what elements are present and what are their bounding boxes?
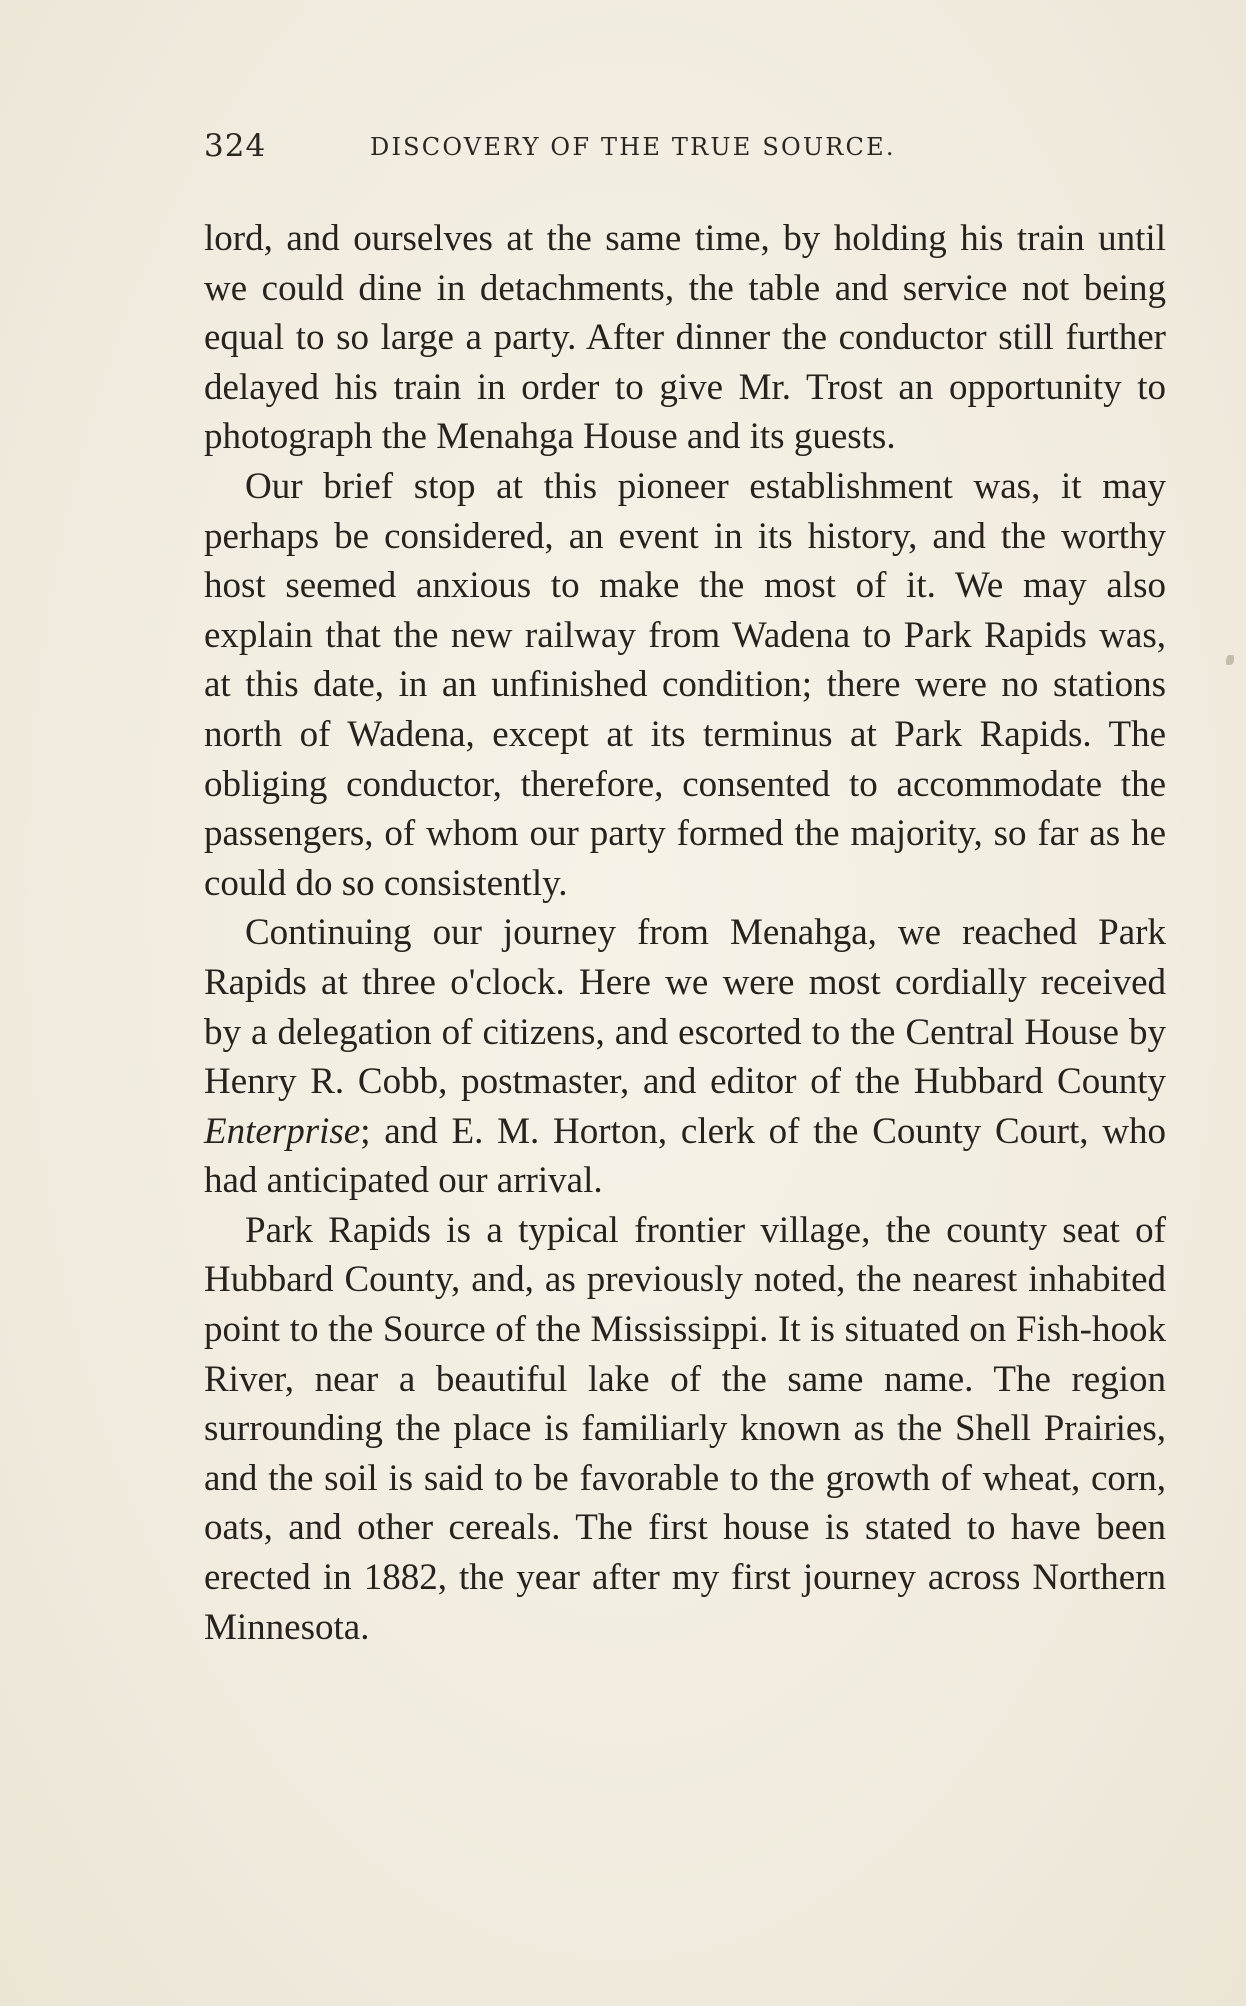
paragraph-3-text: Continuing our journey from Menahga, we reached Park Rapids at three o'clock. Here we were most cordially received by a delegation of citizens, and escorted to the Central House by Henry R. Cobb, postmaster, and editor of the Hubbard County: [204, 912, 1166, 1103]
body-text: [204, 214, 1166, 1652]
paragraph-3-continuation: ; and E. M. Horton, clerk of the County Court, who had anticipated our arrival.: [204, 1110, 1166, 1202]
page-header: [204, 128, 1164, 172]
paragraph-4: Park Rapids is a typical frontier village, the county seat of Hubbard County, and, as previously noted, the nearest inhabited point to the Source of the Mississippi. It is situated on Fish-hook River, near a beautiful lake of the same name. The region surrounding the place is familiarly known as the Shell Prairies, and the soil is said to be favorable to the growth of wheat, corn, oats, and other cereals. The first house is stated to have been erected in 1882, the year after my first journey across Northern Minnesota.: [204, 1209, 1166, 1648]
paragraph-2: Our brief stop at this pioneer establishment was, it may perhaps be considered, an event in its history, and the worthy host seemed anxious to make the most of it. We may also explain that the new railway from Wadena to Park Rapids was, at this date, in an unfinished condition; there were no stations north of Wadena, except at its terminus at Park Rapids. The obliging conductor, therefore, consented to accommodate the passengers, of whom our party formed the majority, so far as he could do so consistently.: [204, 465, 1166, 904]
page-number: 324: [204, 128, 267, 164]
margin-speck: [1226, 655, 1234, 665]
paragraph-1: lord, and ourselves at the same time, by holding his train until we could dine in detachments, the table and service not being equal to so large a party. After dinner the conductor still further delayed his train in order to give Mr. Trost an opportunity to photograph the Menahga House and its guests.: [204, 218, 1166, 458]
running-head: DISCOVERY OF THE TRUE SOURCE.: [370, 133, 896, 161]
paragraph-3: [204, 908, 1166, 1206]
newspaper-title: Enterprise: [204, 1110, 361, 1152]
